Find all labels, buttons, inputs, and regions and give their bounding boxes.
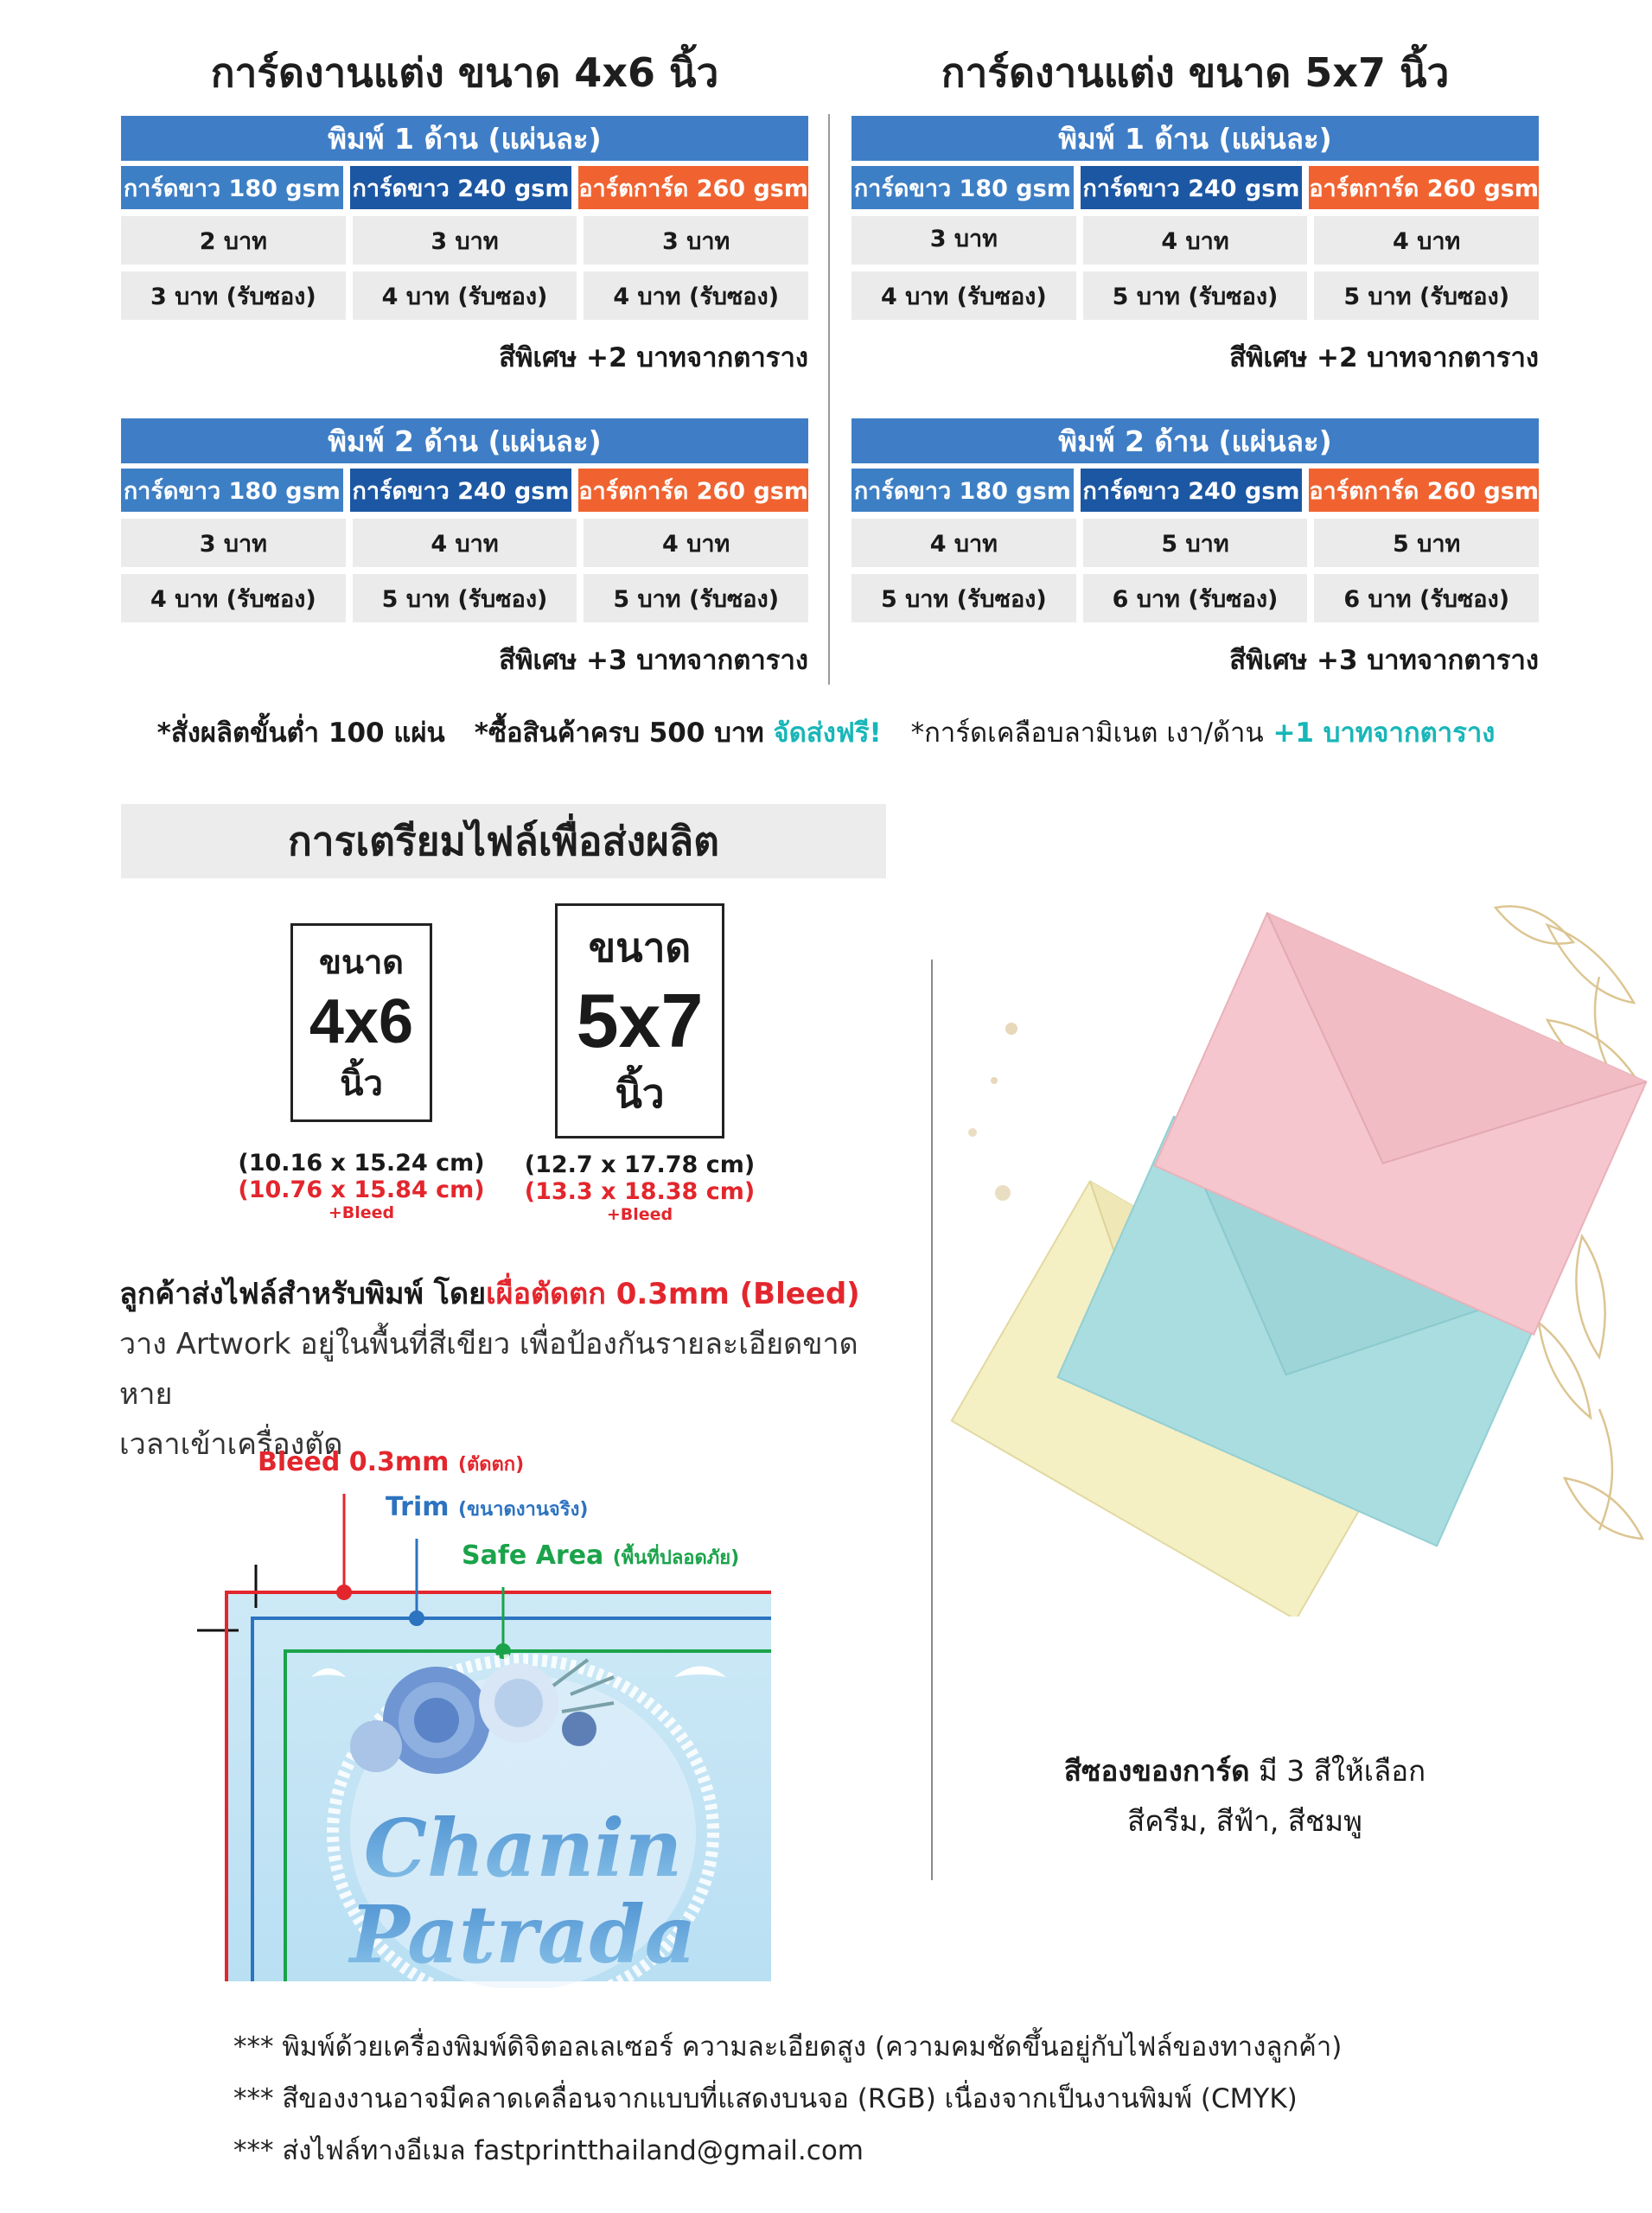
laminate-text: *การ์ดเคลือบลามิเนต เงา/ด้าน xyxy=(910,717,1264,749)
bleed-note: +Bleed xyxy=(328,1203,395,1222)
min-order-text: *สั่งผลิตขั้นต่ำ 100 แผ่น xyxy=(156,717,445,749)
footer-note-email: *** ส่งไฟล์ทางอีเมล fastprintthailand@gmail.com xyxy=(233,2135,864,2166)
table-header: พิมพ์ 2 ด้าน (แผ่นละ) xyxy=(852,418,1539,463)
paper-type-white-180: การ์ดขาว 180 gsm xyxy=(121,166,343,209)
footer-note: *** สีของงานอาจมีคลาดเคลื่อนจากแบบที่แสดงบนจอ (RGB) เนื่องจากเป็นงานพิมพ์ (CMYK) xyxy=(233,2083,1298,2114)
special-color-note: สีพิเศษ +3 บาทจากตาราง xyxy=(1229,645,1539,676)
price-envelope-cell: 5 บาท (รับซอง) xyxy=(852,574,1076,622)
file-prep-title: การเตรียมไฟล์เพื่อส่งผลิต xyxy=(121,804,886,878)
price-table-5x7-one-side xyxy=(852,116,1539,379)
price-cell: 3 บาท xyxy=(353,216,577,265)
envelope-divider xyxy=(931,960,933,1880)
instruction-line-2: วาง Artwork อยู่ในพื้นที่สีเขียว เพื่อป้องกันรายละเอียดขาดหาย xyxy=(119,1327,858,1412)
price-cell: 4 บาท xyxy=(1314,216,1539,265)
paper-type-art-260: อาร์ตการ์ด 260 gsm xyxy=(1309,166,1539,209)
price-envelope-cell: 4 บาท (รับซอง) xyxy=(852,271,1076,320)
price-cell: 2 บาท xyxy=(121,216,346,265)
trim-marker xyxy=(409,1610,424,1626)
paper-type-white-240: การ์ดขาว 240 gsm xyxy=(350,469,572,512)
special-color-note: สีพิเศษ +2 บาทจากตาราง xyxy=(499,342,808,373)
price-cell: 4 บาท xyxy=(852,519,1076,567)
price-envelope-cell: 4 บาท (รับซอง) xyxy=(584,271,808,320)
dimension-bleed-text: (13.3 x 18.38 cm) xyxy=(524,1178,756,1205)
table-header: พิมพ์ 1 ด้าน (แผ่นละ) xyxy=(121,116,808,161)
trim-label: Trim (ขนาดงานจริง) xyxy=(386,1492,589,1522)
bleed-note: +Bleed xyxy=(606,1205,673,1224)
bleed-marker xyxy=(336,1585,352,1600)
paper-type-white-240: การ์ดขาว 240 gsm xyxy=(1081,166,1303,209)
dimension-text: (10.16 x 15.24 cm) xyxy=(238,1150,485,1177)
special-color-note: สีพิเศษ +3 บาทจากตาราง xyxy=(499,645,808,676)
size-box-5x7 xyxy=(555,903,724,1138)
paper-type-art-260: อาร์ตการ์ด 260 gsm xyxy=(578,166,808,209)
price-envelope-cell: 5 บาท (รับซอง) xyxy=(584,574,808,622)
footer-notes xyxy=(233,2021,1342,2177)
size-value: 4x6 xyxy=(309,986,414,1056)
paper-type-art-260: อาร์ตการ์ด 260 gsm xyxy=(1309,469,1539,512)
column-divider xyxy=(828,114,830,685)
free-ship-text: *ซื้อสินค้าครบ 500 บาท xyxy=(474,717,764,749)
paper-type-white-240: การ์ดขาว 240 gsm xyxy=(350,166,572,209)
size-label: ขนาด xyxy=(588,924,692,971)
instruction-lead: ลูกค้าส่งไฟล์สำหรับพิมพ์ โดย xyxy=(119,1277,487,1311)
size-caption-4x6 xyxy=(223,1150,500,1222)
price-table-4x6-two-side xyxy=(121,418,808,681)
size-unit: นิ้ว xyxy=(615,1070,665,1117)
sample-name-2: Patrada xyxy=(349,1888,697,1981)
size-box-4x6 xyxy=(290,923,432,1122)
safe-area-label: Safe Area (พื้นที่ปลอดภัย) xyxy=(462,1540,740,1571)
envelope-caption-title: สีซองของการ์ด xyxy=(1063,1754,1250,1788)
instruction-line-3: เวลาเข้าเครื่องตัด xyxy=(119,1427,343,1462)
right-section-title: การ์ดงานแต่ง ขนาด 5x7 นิ้ว xyxy=(941,49,1450,96)
price-envelope-cell: 4 บาท (รับซอง) xyxy=(353,271,577,320)
paper-type-white-240: การ์ดขาว 240 gsm xyxy=(1081,469,1303,512)
bleed-label: Bleed 0.3mm (ตัดตก) xyxy=(258,1447,525,1477)
price-envelope-cell: 3 บาท (รับซอง) xyxy=(121,271,346,320)
bleed-diagram xyxy=(190,1470,778,1988)
paper-type-white-180: การ์ดขาว 180 gsm xyxy=(852,469,1074,512)
sample-name-1: Chanin xyxy=(363,1802,683,1895)
price-cell: 4 บาท xyxy=(1083,216,1308,265)
size-unit: นิ้ว xyxy=(340,1063,383,1104)
file-instructions xyxy=(119,1269,897,1470)
special-color-note: สีพิเศษ +2 บาทจากตาราง xyxy=(1229,342,1539,373)
left-section-title: การ์ดงานแต่ง ขนาด 4x6 นิ้ว xyxy=(210,49,719,96)
dimension-text: (12.7 x 17.78 cm) xyxy=(524,1151,756,1178)
size-label: ขนาด xyxy=(319,942,404,981)
free-ship-highlight: จัดส่งฟรี! xyxy=(773,717,882,749)
envelope-caption xyxy=(985,1746,1504,1846)
paper-type-white-180: การ์ดขาว 180 gsm xyxy=(121,469,343,512)
footer-note: *** พิมพ์ด้วยเครื่องพิมพ์ดิจิตอลเลเซอร์ ความละเอียดสูง (ความคมชัดขึ้นอยู่กับไฟล์ของทางลูกค้า) xyxy=(233,2031,1343,2063)
price-envelope-cell: 4 บาท (รับซอง) xyxy=(121,574,346,622)
price-envelope-cell: 5 บาท (รับซอง) xyxy=(1083,271,1308,320)
price-cell: 3 บาท xyxy=(121,519,346,567)
table-header: พิมพ์ 1 ด้าน (แผ่นละ) xyxy=(852,116,1539,161)
price-cell: 3 บาท xyxy=(852,216,1076,265)
envelopes-illustration xyxy=(942,873,1652,1617)
price-cell: 5 บาท xyxy=(1314,519,1539,567)
price-cell: 3 บาท xyxy=(584,216,808,265)
promo-line xyxy=(0,711,1652,754)
price-envelope-cell: 6 บาท (รับซอง) xyxy=(1083,574,1308,622)
envelope-colors: สีครีม, สีฟ้า, สีชมพู xyxy=(1127,1804,1362,1838)
envelope-caption-count: มี 3 สีให้เลือก xyxy=(1249,1754,1426,1788)
price-cell: 4 บาท xyxy=(353,519,577,567)
size-value: 5x7 xyxy=(576,978,704,1063)
table-header: พิมพ์ 2 ด้าน (แผ่นละ) xyxy=(121,418,808,463)
price-table-4x6-one-side xyxy=(121,116,808,379)
paper-type-white-180: การ์ดขาว 180 gsm xyxy=(852,166,1074,209)
price-envelope-cell: 5 บาท (รับซอง) xyxy=(1314,271,1539,320)
instruction-highlight: เผื่อตัดตก 0.3mm (Bleed) xyxy=(486,1277,860,1311)
price-cell: 4 บาท xyxy=(584,519,808,567)
size-caption-5x7 xyxy=(501,1151,778,1224)
price-table-5x7-two-side xyxy=(852,418,1539,681)
price-cell: 5 บาท xyxy=(1083,519,1308,567)
paper-type-art-260: อาร์ตการ์ด 260 gsm xyxy=(578,469,808,512)
laminate-highlight: +1 บาทจากตาราง xyxy=(1272,717,1496,749)
dimension-bleed-text: (10.76 x 15.84 cm) xyxy=(238,1177,485,1203)
price-envelope-cell: 5 บาท (รับซอง) xyxy=(353,574,577,622)
price-envelope-cell: 6 บาท (รับซอง) xyxy=(1314,574,1539,622)
